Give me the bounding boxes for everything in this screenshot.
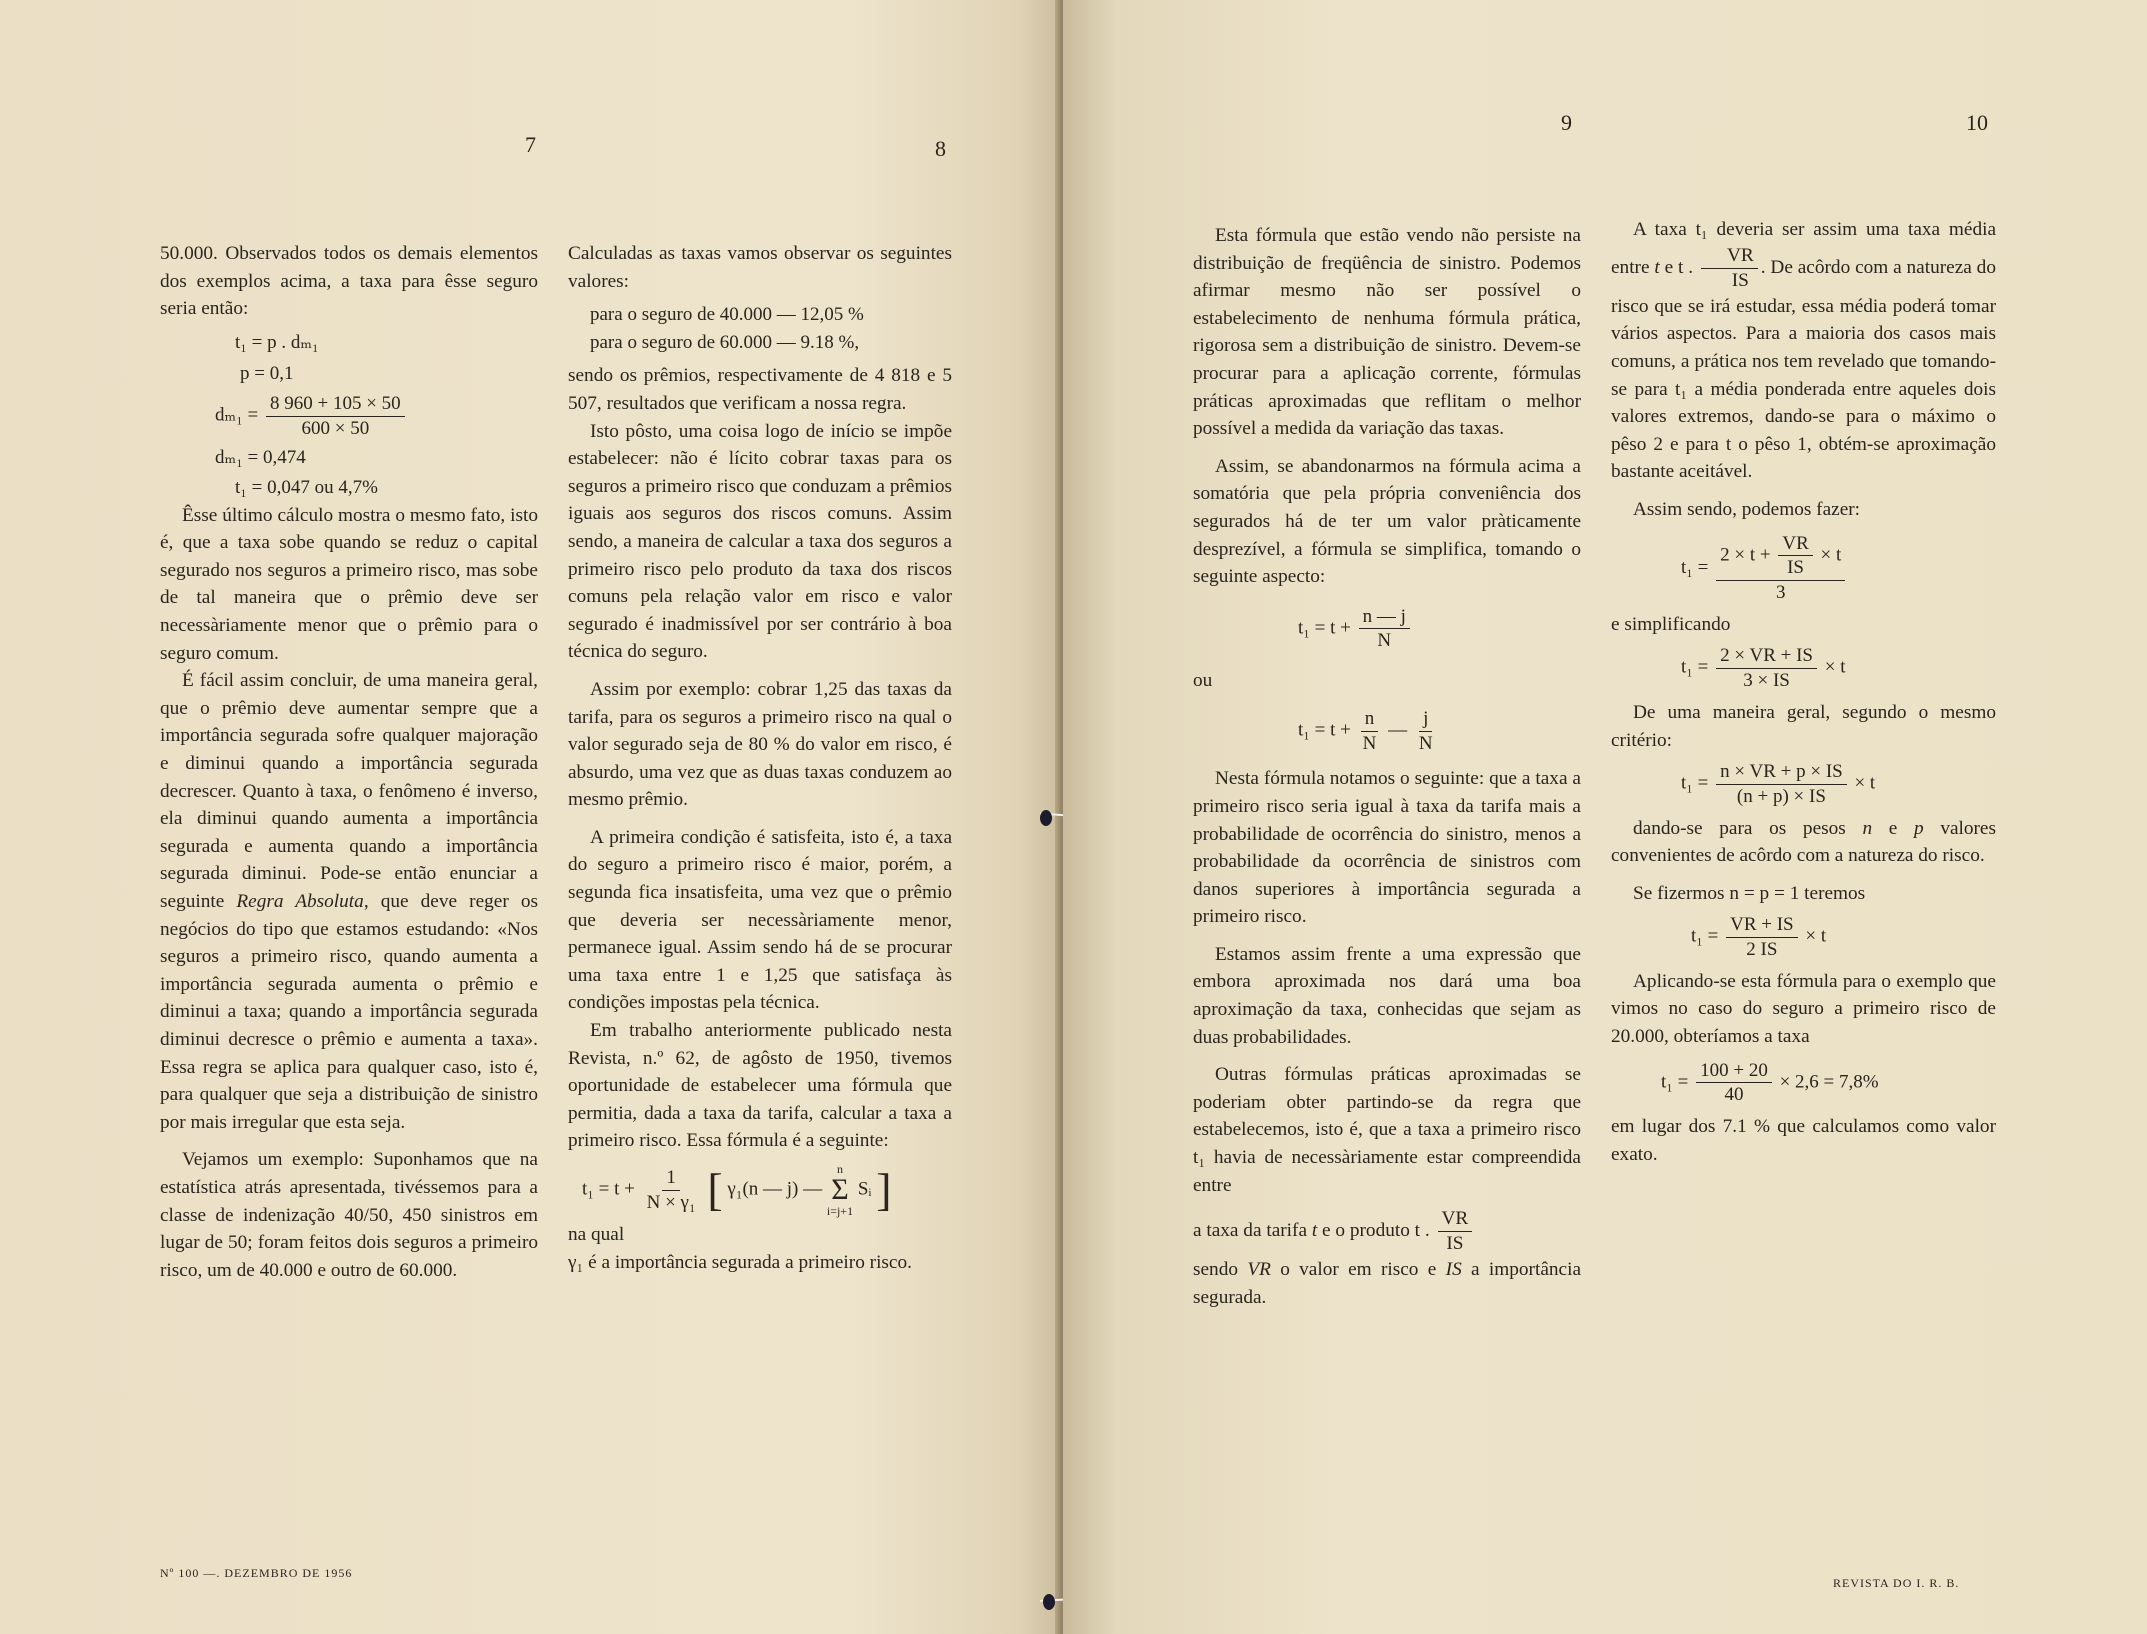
fraction — [1415, 707, 1437, 756]
paragraph: e simplificando — [1611, 613, 1731, 635]
text: dando-se para os pesos — [1633, 817, 1846, 839]
equation-simplificada — [1681, 644, 1996, 693]
sigma-sign: Σ — [831, 1173, 849, 1206]
numerator: 1 — [662, 1166, 680, 1191]
denominator: (n + p) × IS — [1736, 785, 1826, 807]
paragraph: sendo os prêmios, respectivamente de 4 818 e 5 507, resultados que verificam a nossa regra. — [568, 365, 952, 414]
paragraph: Nesta fórmula notamos o seguinte: que a taxa a primeiro risco seria igual à taxa da tarifa mais a probabilidade de ocorrência do sinistro, menos a probabilidade da ocorrência de sinistros com danos superiores à importância segurada a primeiro risco. — [1193, 768, 1581, 928]
eq-lhs: t₁ = t + — [1298, 719, 1351, 741]
page-number-10: 10 — [1966, 110, 1988, 135]
eq-lhs: t₁ = — [1691, 925, 1719, 947]
paragraph-taxa-media — [1611, 216, 1996, 486]
variable-t: t — [1311, 1220, 1318, 1242]
paragraph: na qual — [568, 1224, 625, 1245]
paragraph: Êsse último cálculo mostra o mesmo fato, isto é, que a taxa sobe quando se reduz o capital segurado nos seguros a primeiro risco, mas sobe de tal maneira que o prêmio deve ser necessàriamente menor que o prêmio para o seguro comum. — [160, 504, 538, 664]
equation-split — [1298, 707, 1581, 756]
equation: dₘ₁ = 0,474 — [215, 447, 306, 469]
left-bracket: [ — [707, 1164, 723, 1215]
variable-vr: VR — [1247, 1259, 1271, 1281]
text: . De acôrdo com a natureza do risco que se irá estudar, essa média poderá tomar vários aspectos. Para a maioria dos casos mais comuns, a prática nos tem revelado que tomando-se para t₁ a média ponderada entre aqueles dois valores extremos, dando-se para o máximo o pêso 2 e para t o pêso 1, obtém-se aproximação bastante aceitável. — [1611, 256, 1996, 483]
value-line: para o seguro de 40.000 — 12,05 % — [590, 304, 864, 326]
fraction — [1696, 1059, 1772, 1108]
denominator: N × γ₁ — [646, 1191, 696, 1213]
paragraph: Assim por exemplo: cobrar 1,25 das taxas da tarifa, para os seguros a primeiro risco na qual o valor segurado seja de 80 % do valor em risco, é absurdo, uma vez que as duas taxas conduzem ao mesmo prêmio. — [568, 678, 952, 811]
text: o valor em risco e — [1280, 1259, 1437, 1281]
fraction — [1716, 760, 1847, 809]
inner-fraction — [1778, 532, 1812, 581]
fraction — [1359, 707, 1381, 756]
text: a taxa da tarifa — [1193, 1220, 1308, 1242]
fraction — [1359, 605, 1410, 654]
denominator: N — [1362, 732, 1377, 754]
paragraph: em lugar dos 7.1 % que calculamos como valor exato. — [1611, 1116, 1996, 1165]
fraction — [1438, 1207, 1473, 1256]
paragraph-produto — [1193, 1207, 1581, 1256]
paragraph: Esta fórmula que estão vendo não persiste na distribuição de freqüência de sinistro. Podemos afirmar mesmo não ser possível o estabelecimento de nenhuma fórmula prática, rigorosa sem a distribuição de sinistro. Devem-se procurar para a aplicação corrente, fórmulas práticas aproximadas que reflitam o melhor possível a medida da variação das taxas. — [1193, 225, 1581, 440]
equation: t₁ = 0,047 ou 4,7% — [235, 477, 378, 499]
text: É fácil assim concluir, de uma maneira geral, que o prêmio deve aumentar sempre que a importância segurada sofre qualquer majoração e diminui quando a importância segurada decrescer. Quanto à taxa, o fenômeno é inverso, ela diminui quando aumenta a importância segurada e aumenta quando a importância segurada diminui. Pode-se então enunciar a seguinte — [160, 670, 538, 912]
value-line: para o seguro de 60.000 — 9.18 %, — [590, 331, 860, 353]
fraction — [1726, 913, 1798, 962]
denominator: N — [1418, 732, 1433, 754]
equation-media-ponderada — [1681, 532, 1996, 605]
denominator: 3 — [1775, 582, 1786, 604]
equation-geral — [1681, 760, 1996, 809]
binding-staple — [1040, 810, 1052, 826]
column-page-9 — [1193, 222, 1581, 1312]
paragraph: Assim sendo, podemos fazer: — [1633, 498, 1861, 520]
variable-n: n — [1862, 817, 1873, 839]
paragraph-pesos — [1611, 815, 1996, 870]
operator: — — [1388, 719, 1408, 741]
right-page — [1063, 0, 2147, 1634]
denominator: 40 — [1724, 1084, 1744, 1106]
denominator: N — [1377, 630, 1392, 652]
paragraph: Em trabalho anteriormente publicado nesta Revista, n.º 62, de agôsto de 1950, tivemos oportunidade de estabelecer uma fórmula que permitia, dada a taxa da tarifa, calcular a taxa a primeiro risco. Essa fórmula é a seguinte: — [568, 1020, 952, 1152]
paragraph: Isto pôsto, uma coisa logo de início se impõe estabelecer: não é lícito cobrar taxas para os seguros a primeiro risco que conduzam a prêmios iguais aos seguros dos riscos comuns. Assim sendo, a maneira de calcular a taxa dos seguros a primeiro risco pelo produto da taxa dos riscos comuns pela relação valor em risco e valor segurado é inadmissível por ser contrário à boa técnica do seguro. — [568, 420, 952, 663]
fraction — [1716, 532, 1845, 605]
text: e — [1888, 817, 1898, 839]
footer-journal: REVISTA DO I. R. B. — [1833, 1576, 1960, 1590]
eq-lhs: t₁ = — [1661, 1071, 1689, 1093]
footer-issue: Nº 100 —. DEZEMBRO DE 1956 — [160, 1566, 353, 1580]
text: 2 × t + — [1720, 544, 1771, 566]
text: × t — [1854, 772, 1876, 794]
denominator: IS — [1446, 1233, 1464, 1255]
numerator: 100 + 20 — [1696, 1059, 1772, 1084]
variable-t: t — [1654, 256, 1660, 278]
text: × t — [1820, 544, 1842, 566]
binding-staple — [1043, 1594, 1055, 1610]
eq-lhs: dₘ₁ = — [215, 404, 259, 426]
text: A taxa t₁ deveria ser assim uma taxa média entre — [1611, 219, 1996, 278]
text: sendo — [1193, 1259, 1238, 1281]
equation-simplified — [1298, 605, 1581, 654]
column-page-8 — [568, 240, 952, 1276]
column-page-10 — [1611, 216, 1996, 1168]
numerator: VR — [1778, 532, 1812, 557]
formula-primeiro-risco — [582, 1163, 952, 1217]
text: a importância segurada. — [1193, 1259, 1582, 1309]
denominator: IS — [1731, 269, 1749, 291]
text: × t — [1805, 925, 1827, 947]
sum-upper: n — [836, 1162, 843, 1176]
text: × 2,6 = 7,8% — [1779, 1071, 1879, 1093]
paragraph: De uma maneira geral, segundo o mesmo critério: — [1611, 701, 1996, 751]
fraction — [266, 392, 405, 441]
text: e o produto t . — [1322, 1220, 1430, 1242]
equation-exemplo — [1661, 1059, 1996, 1108]
paragraph: Calculadas as taxas vamos observar os seguintes valores: — [568, 243, 952, 292]
column-page-7 — [160, 240, 538, 1284]
paragraph: Outras fórmulas práticas aproximadas se poderiam obter partindo-se da regra que estabelecemos, isto é, que a taxa a primeiro risco t₁ havia de necessàriamente estar compreendida entre — [1193, 1064, 1581, 1196]
variable-p: p — [1914, 817, 1924, 839]
denominator: 3 × IS — [1743, 670, 1790, 692]
paragraph: Vejamos um exemplo: Suponhamos que na estatística atrás apresentada, tivéssemos para a classe de indenização 40/50, 450 sinistros em lugar de 50; foram feitos dois seguros a primeiro risco, um de 40.000 e outro de 60.000. — [160, 1149, 538, 1281]
text: valores convenientes de acôrdo com a natureza do risco. — [1611, 817, 1996, 867]
paragraph: 50.000. Observados todos os demais elementos dos exemplos acima, a taxa para êsse seguro seria então: — [160, 243, 538, 320]
sum-lower: i=j+1 — [826, 1204, 854, 1218]
text: , que deve reger os negócios do tipo que estamos estudando: «Nos seguros a primeiro risco, quando aumenta a importância segurada aumenta o prêmio e diminui a taxa; quando a importância segurada diminui decresce o prêmio e aumenta a taxa». Essa regra se aplica para qualquer caso, isto é, para qualquer que seja a distribuição de sinistro por mais irregular que esta seja. — [160, 890, 538, 1133]
equation-dm1 — [215, 392, 538, 441]
connector-ou: ou — [1193, 670, 1213, 692]
text: e t . — [1664, 256, 1694, 278]
page-number-9: 9 — [1561, 110, 1572, 135]
sum-term: Sᵢ — [857, 1178, 872, 1200]
page-number-8: 8 — [935, 136, 946, 161]
equation-n-p-1 — [1691, 913, 1996, 962]
equation: t₁ = p . dₘ₁ — [235, 331, 319, 353]
fraction — [1701, 244, 1758, 293]
eq-lhs: t₁ = — [1681, 657, 1709, 679]
paragraph: A primeira condição é satisfeita, isto é, a taxa do seguro a primeiro risco é maior, porém, a segunda fica insatisfeita, uma vez que o prêmio que deveria ser necessàriamente menor, permanece igual. Assim sendo há de se procurar uma taxa entre 1 e 1,25 que satisfaça às condições impostas pela técnica. — [568, 826, 952, 1014]
eq-lhs: t₁ = t + — [582, 1178, 635, 1200]
eq-lhs: t₁ = — [1681, 556, 1709, 578]
numerator: j — [1419, 707, 1432, 732]
numerator: n — j — [1359, 605, 1410, 630]
numerator: VR — [1438, 1207, 1473, 1232]
paragraph: γ₁ é a importância segurada a primeiro risco. — [568, 1251, 912, 1273]
paragraph-regra-absoluta — [160, 667, 538, 1136]
numerator: n — [1361, 707, 1379, 732]
formula-body: γ₁(n — j) — — [727, 1178, 823, 1200]
paragraph: Estamos assim frente a uma expressão que embora aproximada nos dará uma boa aproximação da taxa, conhecidas que sejam as duas probabilidades. — [1193, 943, 1581, 1048]
page-number-7: 7 — [525, 132, 536, 157]
numerator: 2 × VR + IS — [1716, 644, 1817, 669]
variable-is: IS — [1445, 1259, 1462, 1281]
right-bracket: ] — [876, 1164, 892, 1215]
fraction — [1716, 644, 1817, 693]
paragraph: Aplicando-se esta fórmula para o exemplo que vimos no caso do seguro a primeiro risco de 20.000, obteríamos a taxa — [1611, 970, 1996, 1048]
numerator: VR — [1701, 244, 1758, 269]
eq-lhs: t₁ = t + — [1298, 617, 1351, 639]
paragraph: Se fizermos n = p = 1 teremos — [1633, 882, 1866, 904]
numerator: 8 960 + 105 × 50 — [266, 392, 405, 417]
eq-lhs: t₁ = — [1681, 772, 1709, 794]
paragraph — [1193, 1256, 1581, 1311]
numerator: VR + IS — [1726, 913, 1798, 938]
text: × t — [1824, 657, 1846, 679]
denominator: IS — [1787, 557, 1804, 579]
numerator: n × VR + p × IS — [1716, 760, 1847, 785]
fraction — [643, 1166, 700, 1215]
summation — [827, 1163, 853, 1217]
paragraph: Assim, se abandonarmos na fórmula acima a somatória que pela própria conveniência dos segurados há de ter um valor pràticamente desprezível, a fórmula se simplifica, tomando o seguinte aspecto: — [1193, 455, 1581, 588]
equation: p = 0,1 — [240, 363, 294, 385]
denominator: 600 × 50 — [301, 417, 370, 439]
left-page — [0, 0, 1061, 1634]
denominator: 2 IS — [1746, 939, 1778, 961]
emphasis: Regra Absoluta — [236, 890, 364, 912]
numerator — [1716, 532, 1845, 582]
